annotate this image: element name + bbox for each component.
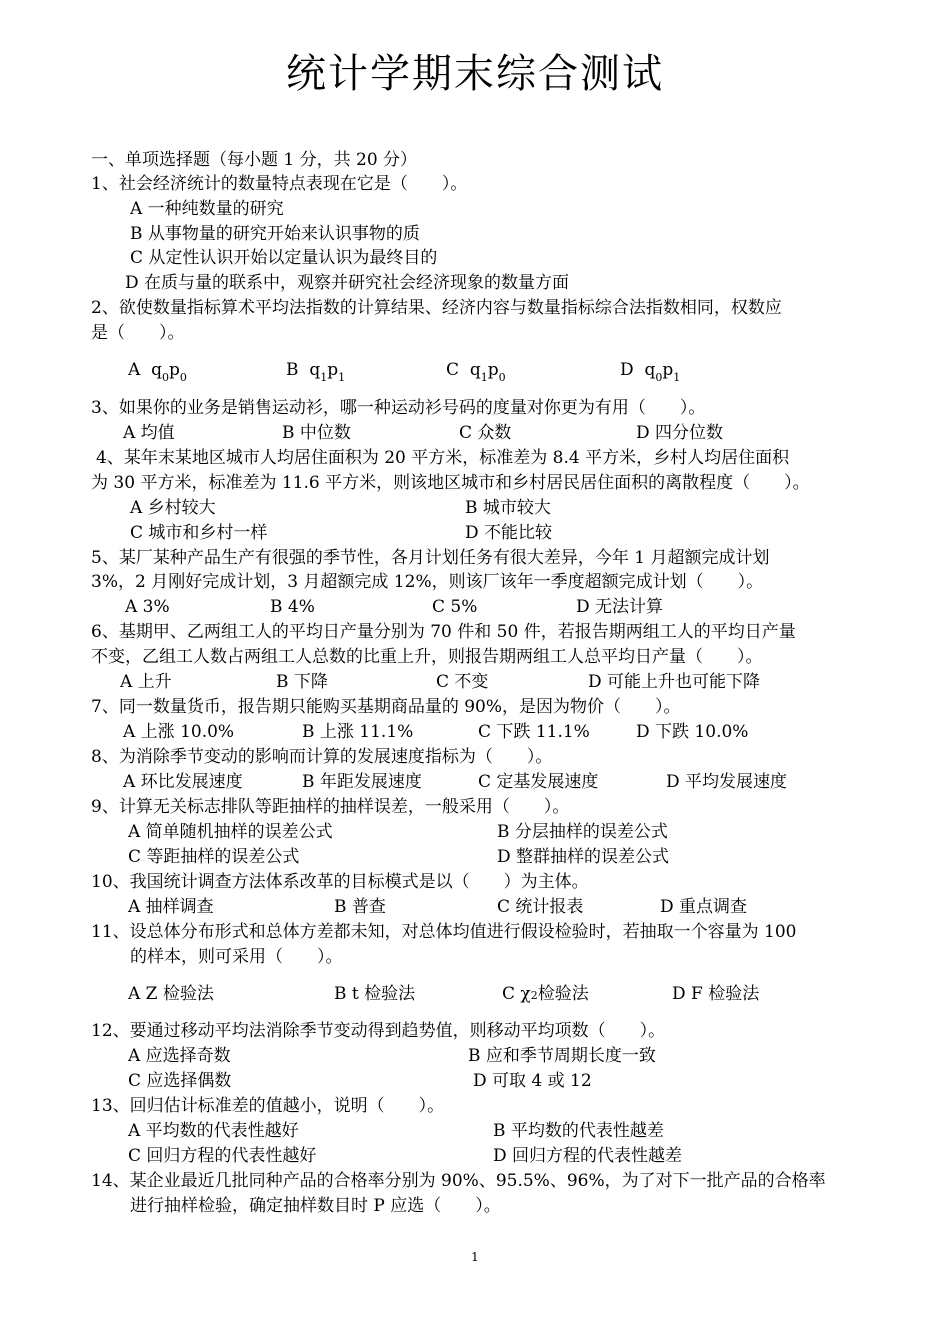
question-5-option-c: C 5% — [432, 597, 478, 617]
question-5-option-d: D 无法计算 — [576, 597, 664, 617]
question-8-stem: 8、为消除季节变动的影响而计算的发展速度指标为（ ）。 — [91, 747, 553, 767]
section-heading: 一、单项选择题（每小题 1 分，共 20 分） — [91, 150, 418, 170]
question-7-option-a: A 上涨 10.0% — [123, 722, 235, 742]
question-10-stem: 10、我国统计调查方法体系改革的目标模式是以（ ）为主体。 — [91, 872, 589, 892]
question-10-option-c: C 统计报表 — [497, 897, 584, 917]
question-8-option-a: A 环比发展速度 — [123, 772, 243, 792]
question-10-option-a: A 抽样调查 — [128, 897, 214, 917]
question-2-stem-line1: 2、欲使数量指标算术平均法指数的计算结果、经济内容与数量指标综合法指数相同，权数应 — [91, 298, 782, 318]
question-7-option-b: B 上涨 11.1% — [302, 722, 414, 742]
question-6-option-d: D 可能上升也可能下降 — [588, 672, 761, 692]
question-4-option-a: A 乡村较大 — [130, 498, 216, 518]
question-4-option-b: B 城市较大 — [465, 498, 551, 518]
question-11-option-b: B t 检验法 — [334, 984, 416, 1004]
question-1-option-b: B 从事物量的研究开始来认识事物的质 — [130, 224, 420, 244]
question-1-option-a: A 一种纯数量的研究 — [130, 199, 284, 219]
question-2-option-d: D $q_0p_1$ — [620, 360, 681, 384]
question-5-option-b: B 4% — [270, 597, 315, 617]
question-6-option-c: C 不变 — [436, 672, 489, 692]
question-2-option-b: B $q_1p_1$ — [286, 360, 346, 384]
question-1-option-d: D 在质与量的联系中，观察并研究社会经济现象的数量方面 — [125, 273, 570, 293]
question-13-option-c: C 回归方程的代表性越好 — [128, 1146, 317, 1166]
question-7-option-d: D 下跌 10.0% — [636, 722, 749, 742]
page-number: 1 — [471, 1250, 479, 1264]
question-11-option-d: D F 检验法 — [672, 984, 760, 1004]
question-9-stem: 9、计算无关标志排队等距抽样的抽样误差，一般采用（ ）。 — [91, 797, 570, 817]
question-3-option-d: D 四分位数 — [636, 423, 724, 443]
question-3-stem: 3、如果你的业务是销售运动衫，哪一种运动衫号码的度量对你更为有用（ ）。 — [91, 398, 706, 418]
question-6-option-a: A 上升 — [120, 672, 172, 692]
question-8-option-c: C 定基发展速度 — [478, 772, 599, 792]
question-12-option-b: B 应和季节周期长度一致 — [468, 1046, 656, 1066]
question-11-option-a: A Z 检验法 — [128, 984, 214, 1004]
question-9-option-a: A 简单随机抽样的误差公式 — [128, 822, 333, 842]
question-12-option-a: A 应选择奇数 — [128, 1046, 231, 1066]
question-13-option-a: A 平均数的代表性越好 — [128, 1121, 299, 1141]
question-1-option-c: C 从定性认识开始以定量认识为最终目的 — [130, 248, 438, 268]
question-7-stem: 7、同一数量货币，报告期只能购买基期商品量的 90%，是因为物价（ ）。 — [91, 697, 681, 717]
question-3-option-a: A 均值 — [123, 423, 175, 443]
question-12-option-c: C 应选择偶数 — [128, 1071, 232, 1091]
question-2-stem-line2: 是（ ）。 — [91, 323, 185, 343]
document-title: 统计学期末综合测试 — [286, 51, 664, 97]
question-4-stem-line2: 为 30 平方米，标准差为 11.6 平方米，则该地区城市和乡村居民居住面积的离散程度（ ）。 — [91, 473, 810, 493]
question-12-option-d: D 可取 4 或 12 — [473, 1071, 592, 1091]
question-11-stem-line2: 的样本，则可采用（ ）。 — [130, 947, 343, 967]
question-8-option-b: B 年距发展速度 — [302, 772, 422, 792]
question-6-stem-line2: 不变，乙组工人数占两组工人总数的比重上升，则报告期两组工人总平均日产量（ ）。 — [91, 647, 763, 667]
question-6-stem-line1: 6、基期甲、乙两组工人的平均日产量分别为 70 件和 50 件，若报告期两组工人的平均日产量 — [91, 622, 796, 642]
question-5-stem-line2: 3%，2 月刚好完成计划，3 月超额完成 12%，则该厂该年一季度超额完成计划（ ）。 — [91, 572, 764, 592]
question-9-option-b: B 分层抽样的误差公式 — [497, 822, 668, 842]
question-3-option-c: C 众数 — [459, 423, 512, 443]
question-10-option-b: B 普查 — [334, 897, 386, 917]
question-5-stem-line1: 5、某厂某种产品生产有很强的季节性，各月计划任务有很大差异，今年 1 月超额完成计划 — [91, 548, 770, 568]
question-14-stem-line1: 14、某企业最近几批同种产品的合格率分别为 90%、95.5%、96%，为了对下一批产品的合格率 — [91, 1171, 826, 1191]
question-10-option-d: D 重点调查 — [660, 897, 748, 917]
question-12-stem: 12、要通过移动平均法消除季节变动得到趋势值，则移动平均项数（ ）。 — [91, 1021, 666, 1041]
question-1-stem: 1、社会经济统计的数量特点表现在它是（ ）。 — [91, 174, 468, 194]
question-9-option-d: D 整群抽样的误差公式 — [497, 847, 670, 867]
question-8-option-d: D 平均发展速度 — [666, 772, 788, 792]
question-2-option-c: C $q_1p_0$ — [446, 360, 506, 384]
question-11-stem-line1: 11、设总体分布形式和总体方差都未知，对总体均值进行假设检验时，若抽取一个容量为 100 — [91, 922, 797, 942]
question-3-option-b: B 中位数 — [282, 423, 351, 443]
question-5-option-a: A 3% — [125, 597, 170, 617]
question-11-option-c: C χ2检验法 — [502, 984, 589, 1004]
question-9-option-c: C 等距抽样的误差公式 — [128, 847, 300, 867]
question-6-option-b: B 下降 — [276, 672, 328, 692]
question-14-stem-line2: 进行抽样检验，确定抽样数目时 P 应选（ ）。 — [130, 1196, 501, 1216]
question-4-option-d: D 不能比较 — [465, 523, 553, 543]
question-4-stem-line1: 4、某年末某地区城市人均居住面积为 20 平方米，标准差为 8.4 平方米，乡村人均居住面积 — [96, 448, 790, 468]
question-4-option-c: C 城市和乡村一样 — [130, 523, 268, 543]
question-7-option-c: C 下跌 11.1% — [478, 722, 590, 742]
question-13-option-d: D 回归方程的代表性越差 — [493, 1146, 683, 1166]
question-13-stem: 13、回归估计标准差的值越小，说明（ ）。 — [91, 1096, 445, 1116]
question-13-option-b: B 平均数的代表性越差 — [493, 1121, 664, 1141]
question-2-option-a: A $q_0p_0$ — [128, 360, 187, 384]
